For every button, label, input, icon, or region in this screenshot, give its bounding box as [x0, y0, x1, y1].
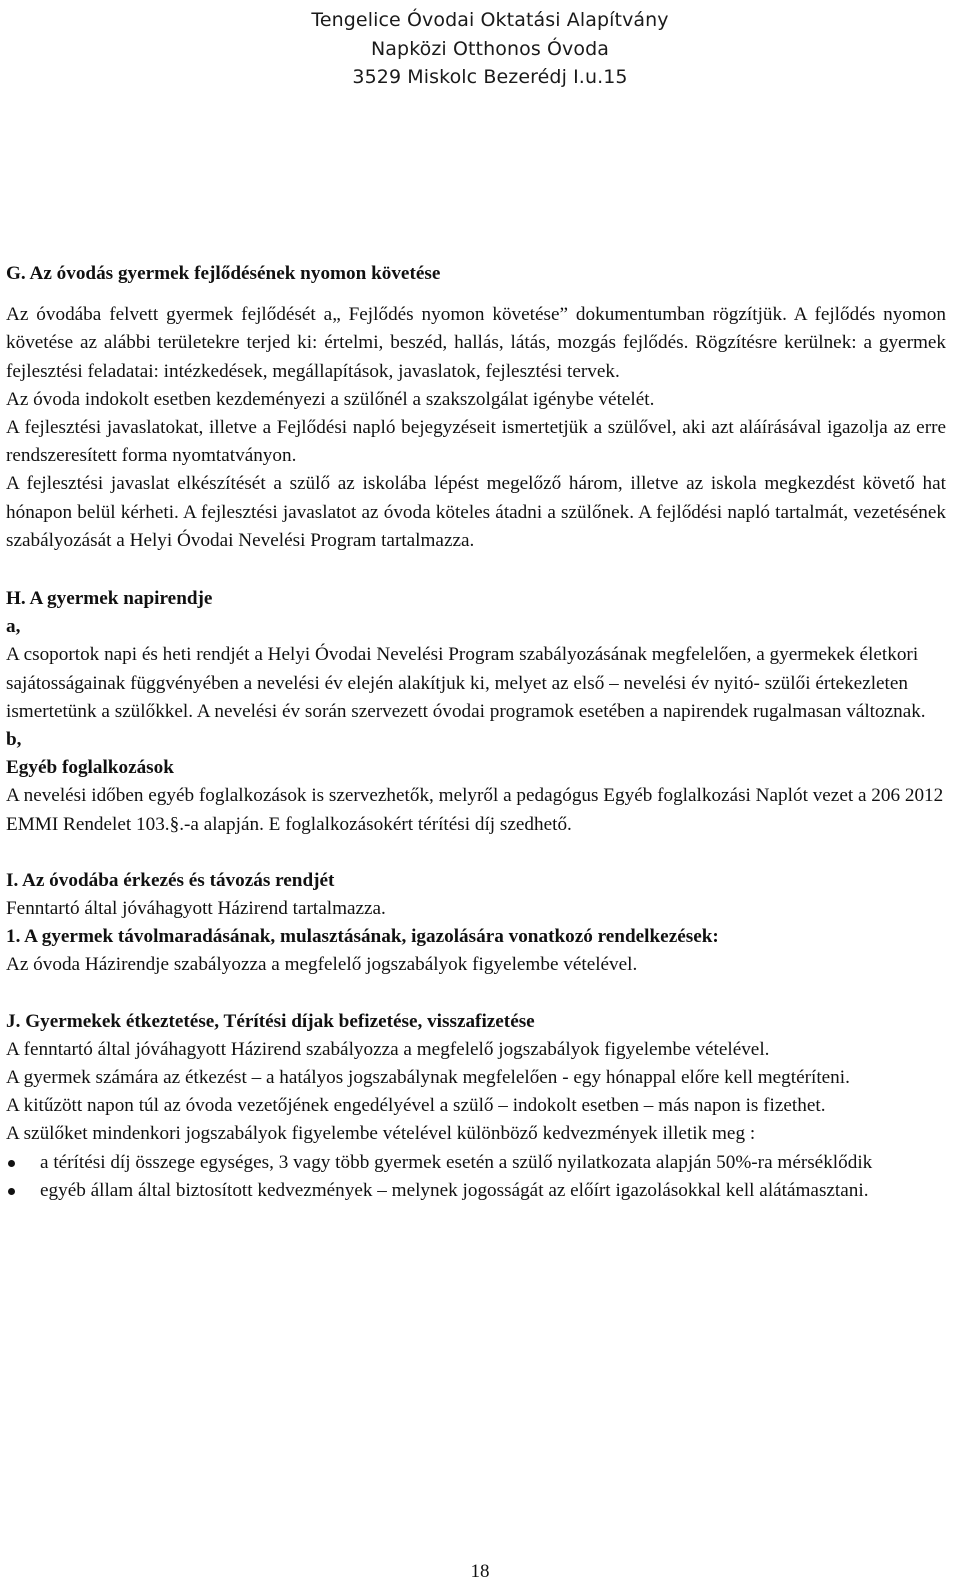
section-j-paragraph-3: A kitűzött napon túl az óvoda vezetőjének engedélyével a szülő – indokolt esetben – más napon is fizethet.	[6, 1095, 826, 1117]
section-g-paragraph-1: Az óvodába felvett gyermek fejlődését a„ Fejlődés nyomon követése” dokumentumban rögzítjük. A fejlődés nyomon követése az alábbi területekre terjed ki: értelmi, beszéd, hallás, látás, mozgás fejlődés. Rögzítésre kerülnek: a gyermek fejlesztési feladatai: intézkedések, megállapítások, javaslatok, fejlesztési tervek.	[6, 304, 946, 382]
discount-list	[6, 1149, 946, 1205]
document-body	[6, 260, 946, 1205]
letterhead-foundation-name: Tengelice Óvodai Oktatási Alapítvány	[311, 9, 669, 31]
section-g-paragraph-4: A fejlesztési javaslat elkészítését a szülő az iskolába lépést megelőző három, illetve az iskola megkezdést követő hat hónapon belül kérheti. A fejlesztési javaslatot az óvoda köteles átadni a szülőnek. A fejlődési napló tartalmát, vezetésének szabályozását a Helyi Óvodai Nevelési Program tartalmazza.	[6, 473, 946, 551]
section-i-heading: I. Az óvodába érkezés és távozás rendjét	[6, 869, 335, 891]
list-item-text: a térítési díj összege egységes, 3 vagy több gyermek esetén a szülő nyilatkozata alapján 50%-ra mérséklődik	[40, 1151, 873, 1173]
section-j-paragraph-2: A gyermek számára az étkezést – a hatályos jogszabálynak megfelelően - egy hónappal előre kell megtéríteni.	[6, 1067, 850, 1089]
list-item	[6, 1177, 946, 1205]
bullet-icon	[8, 1188, 15, 1195]
list-item	[6, 1149, 946, 1177]
section-g-heading: G. Az óvodás gyermek fejlődésének nyomon követése	[6, 263, 441, 284]
section-i-sub-1-heading: 1. A gyermek távolmaradásának, mulasztásának, igazolására vonatkozó rendelkezések:	[6, 926, 719, 948]
bullet-icon	[8, 1160, 15, 1167]
section-j-heading: J. Gyermekek étkeztetése, Térítési díjak befizetése, visszafizetése	[6, 1010, 535, 1032]
letterhead	[300, 6, 680, 92]
letterhead-address: 3529 Miskolc Bezerédj I.u.15	[352, 66, 628, 88]
section-i-text: Fenntartó által jóváhagyott Házirend tartalmazza.	[6, 898, 386, 920]
section-h-sub-a-label: a,	[6, 616, 21, 638]
page-number: 18	[470, 1561, 490, 1582]
section-h-sub-a-text: A csoportok napi és heti rendjét a Helyi Óvodai Nevelési Program szabályozásának megfelelően, a gyermekek életkori sajátosságainak függvényében a nevelési év elején alakítjuk ki, melyet az első – nevelési év nyitó- szülői értekezleten ismertetünk a szülőkkel. A nevelési év során szervezett óvodai programok esetében a napirendek rugalmasan változnak.	[6, 644, 926, 722]
section-g-paragraph-2: Az óvoda indokolt esetben kezdeményezi a szülőnél a szakszolgálat igénybe vételét.	[6, 388, 655, 410]
section-h-heading: H. A gyermek napirendje	[6, 588, 213, 610]
section-h-sub-b-text: A nevelési időben egyéb foglalkozások is szervezhetők, melyről a pedagógus Egyéb foglalkozási Naplót vezet a 206 2012 EMMI Rendelet 103.§.-a alapján. E foglalkozásokért térítési díj szedhető.	[6, 785, 944, 835]
letterhead-kindergarten-name: Napközi Otthonos Óvoda	[370, 37, 609, 60]
section-j-paragraph-1: A fenntartó által jóváhagyott Házirend szabályozza a megfelelő jogszabályok figyelembe vételével.	[6, 1038, 770, 1060]
section-h-sub-b-label: b,	[6, 729, 22, 751]
section-h-sub-b-heading: Egyéb foglalkozások	[6, 757, 174, 779]
section-j-paragraph-4: A szülőket mindenkori jogszabályok figyelembe vételével különböző kedvezmények illetik meg :	[6, 1123, 756, 1145]
section-i-sub-1-text: Az óvoda Házirendje szabályozza a megfelelő jogszabályok figyelembe vételével.	[6, 954, 638, 976]
list-item-text: egyéb állam által biztosított kedvezmények – melynek jogosságát az előírt igazolásokkal kell alátámasztani.	[40, 1179, 869, 1201]
section-g-paragraph-3: A fejlesztési javaslatokat, illetve a Fejlődési napló bejegyzéseit ismertetjük a szülővel, aki azt aláírásával igazolja az erre rendszeresített forma nyomtatványon.	[6, 417, 946, 467]
